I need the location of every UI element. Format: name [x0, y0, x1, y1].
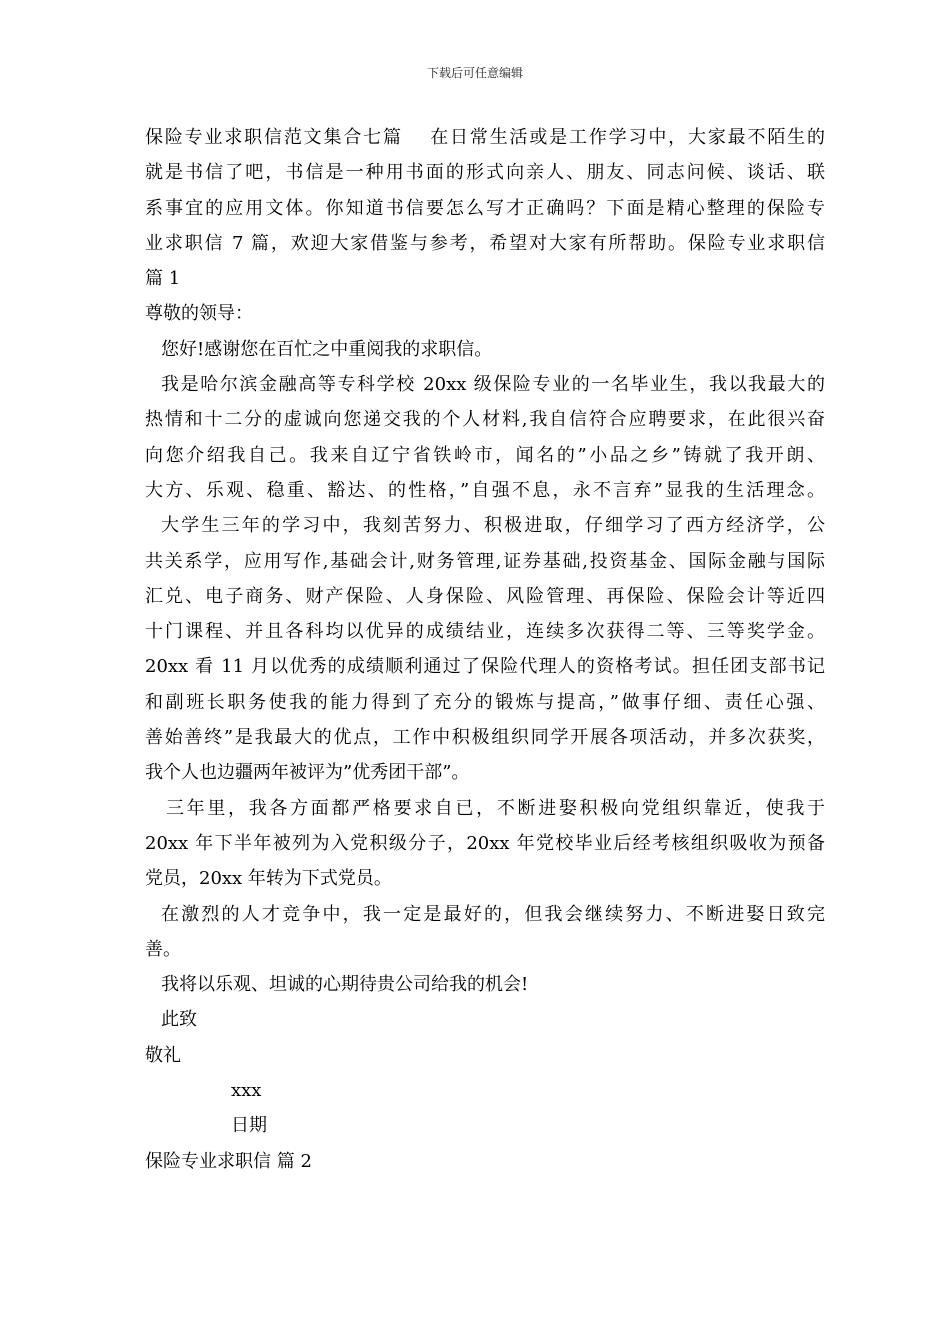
- paragraph-line: 我个人也边疆两年被评为”优秀团干部”。: [145, 762, 470, 784]
- paragraph-line: 十门课程、并且各科均以优异的成绩结业，连续多次获得二等、三等奖学金。: [145, 621, 825, 643]
- paragraph-line: 大方、乐观、稳重、豁达、的性格，”自强不息，永不言弃”显我的生活理念。: [145, 479, 825, 501]
- document-body: [145, 120, 825, 1179]
- paragraph-line: 我是哈尔滨金融高等专科学校 20xx 级保险专业的一名毕业生，我以我最大的: [161, 374, 825, 396]
- paragraph-line: 保险专业求职信范文集合七篇 在日常生活或是工作学习中，大家最不陌生的: [145, 127, 825, 148]
- paragraph-line: 向您介绍我自己。我来自辽宁省铁岭市，闻名的”小品之乡”铸就了我开朗、: [145, 444, 825, 466]
- paragraph-line: 党员，20xx 年转为下式党员。: [145, 868, 392, 890]
- paragraph-line: 大学生三年的学习中，我刻苦努力、积极进取，仔细学习了西方经济学，公: [161, 515, 825, 537]
- paragraph-line: 我将以乐观、坦诚的心期待贵公司给我的机会!: [161, 974, 529, 996]
- paragraph-line: 共关系学，应用写作,基础会计,财务管理,证券基础,投资基金、国际金融与国际: [145, 550, 825, 572]
- paragraph-line: 就是书信了吧，书信是一种用书面的形式向亲人、朋友、同志问候、谈话、联: [145, 162, 825, 184]
- paragraph-line: 篇 1: [145, 268, 181, 290]
- paragraph-line: 业求职信 7 篇，欢迎大家借鉴与参考，希望对大家有所帮助。保险专业求职信: [145, 232, 825, 254]
- paragraph-line: 尊敬的领导：: [145, 303, 253, 325]
- paragraph-line: 您好!感谢您在百忙之中重阅我的求职信。: [161, 338, 493, 360]
- paragraph-line: 20xx 年下半年被列为入党积级分子，20xx 年党校毕业后经考核组织吸收为预备: [145, 832, 825, 854]
- paragraph-line: 在激烈的人才竞争中，我一定是最好的，但我会继续努力、不断进娶日致完: [161, 903, 825, 925]
- paragraph-line: 三年里，我各方面都严格要求自已，不断进娶积极向党组织靠近，使我于: [166, 797, 825, 819]
- paragraph-line: 善。: [145, 938, 181, 960]
- paragraph-line: 20xx 看 11 月以优秀的成绩顺利通过了保险代理人的资格考试。担任团支部书记: [145, 656, 825, 678]
- paragraph-line: 日期: [231, 1115, 267, 1137]
- paragraph-line: 热情和十二分的虚诚向您递交我的个人材料,我自信符合应聘要求，在此很兴奋: [145, 409, 825, 431]
- paragraph-line: 系事宜的应用文体。你知道书信要怎么写才正确吗？下面是精心整理的保险专: [145, 197, 825, 219]
- paragraph-line: 保险专业求职信 篇 2: [145, 1150, 312, 1172]
- paragraph-line: 汇兑、电子商务、财产保险、人身保险、风险管理、再保险、保险会计等近四: [145, 585, 825, 607]
- paragraph-line: 此致: [161, 1009, 197, 1031]
- paragraph-line: 和副班长职务使我的能力得到了充分的锻炼与提高，”做事仔细、责任心强、: [145, 691, 825, 713]
- paragraph-line: 善始善终”是我最大的优点，工作中积极组织同学开展各项活动，并多次获奖，: [145, 727, 825, 749]
- paragraph-line: 敬礼: [145, 1044, 181, 1066]
- paragraph-line: xxx: [231, 1080, 262, 1102]
- page-header-note: 下载后可任意编辑: [426, 66, 523, 80]
